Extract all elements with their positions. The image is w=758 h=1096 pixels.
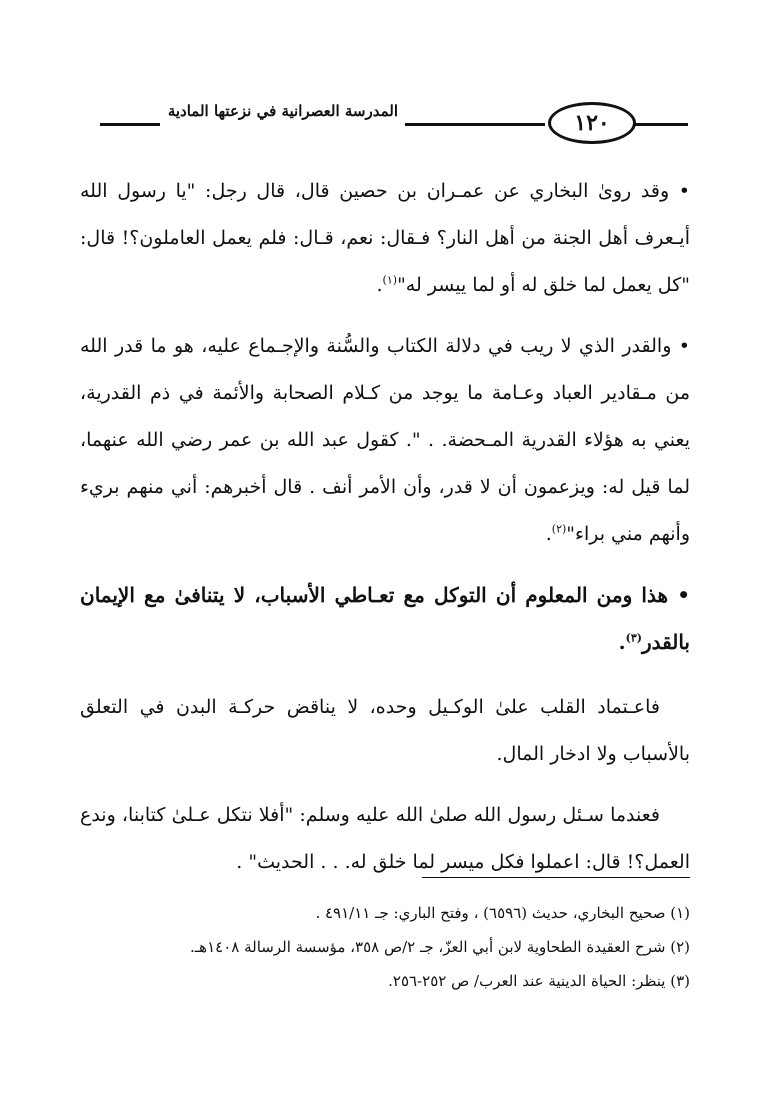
paragraph-tawakkul-heading xyxy=(80,572,690,666)
footnote-2: (٢) شرح العقيدة الطحاوية لابن أبي العزّ، جـ ٢/ص ٣٥٨، مؤسسة الرسالة ١٤٠٨هـ. xyxy=(190,938,690,956)
paragraph-end: . xyxy=(376,274,383,296)
paragraph-end: . xyxy=(618,630,626,654)
footnotes xyxy=(80,896,690,998)
paragraph-text: وقد روىٰ البخاري عن عمـران بن حصين قال، قال رجل: "يا رسول الله أيـعرف أهل الجنة من أهل النار؟ فـقال: نعم، قـال: فلم يعمل العاملون؟! قال: "كل يعمل لما خلق له أو لما ييسر له" xyxy=(80,180,690,296)
paragraph-prophet-question: فعندما سـئل رسول الله صلىٰ الله عليه وسلم: "أفلا نتكل عـلىٰ كتابنا، وندع العمل؟! قال: اعملوا فكل ميسر لما خلق له. . . الحديث" . xyxy=(80,804,690,873)
page-number: ١٢٠ xyxy=(548,102,636,144)
paragraph-qadar xyxy=(80,323,690,558)
paragraph-text: هذا ومن المعلوم أن التوكل مع تعـاطي الأسباب، لا يتنافىٰ مع الإيمان بالقدر xyxy=(80,583,690,654)
footnote-ref-2: (٢) xyxy=(551,522,567,536)
header-rule-middle xyxy=(405,123,545,126)
paragraph-end: . xyxy=(545,523,552,545)
main-text xyxy=(80,168,690,886)
paragraph-heart-reliance: فاعـتماد القلب علىٰ الوكـيل وحده، لا يناقض حركـة البدن في التعلق بالأسباب ولا ادخار المال. xyxy=(80,696,690,765)
running-title: المدرسة العصرانية في نزعتها المادية xyxy=(167,102,398,120)
header-rule-left xyxy=(100,123,160,126)
footnote-ref-3: (٣) xyxy=(625,631,642,645)
footnote-1: (١) صحيح البخاري، حديث (٦٥٩٦) ، وفتح الباري: جـ ٤٩١/١١ . xyxy=(315,904,690,922)
header-rule-right xyxy=(633,123,688,126)
paragraph-hadith-imran xyxy=(80,168,690,309)
footnote-3: (٣) ينظر: الحياة الدينية عند العرب/ ص ٢٥٢-٢٥٦. xyxy=(388,972,690,990)
paragraph-text: والقدر الذي لا ريب في دلالة الكتاب والسُّنة والإجـماع عليه، هو ما قدر الله من مـقادير العباد وعـامة ما يوجد من كـلام الصحابة والأئمة في ذم القدرية، يعني به هؤلاء القدرية المـحضة. . ". كقول عبد الله بن عمر رضي الله عنهما، لما قيل له: ويزعمون أن لا قدر، وأن الأمر أنف . قال أخبرهم: أني منهم بريء وأنهم مني براء" xyxy=(80,335,690,545)
footnote-ref-1: (١) xyxy=(382,273,398,287)
page-header xyxy=(0,96,758,156)
footnote-divider xyxy=(422,877,690,878)
